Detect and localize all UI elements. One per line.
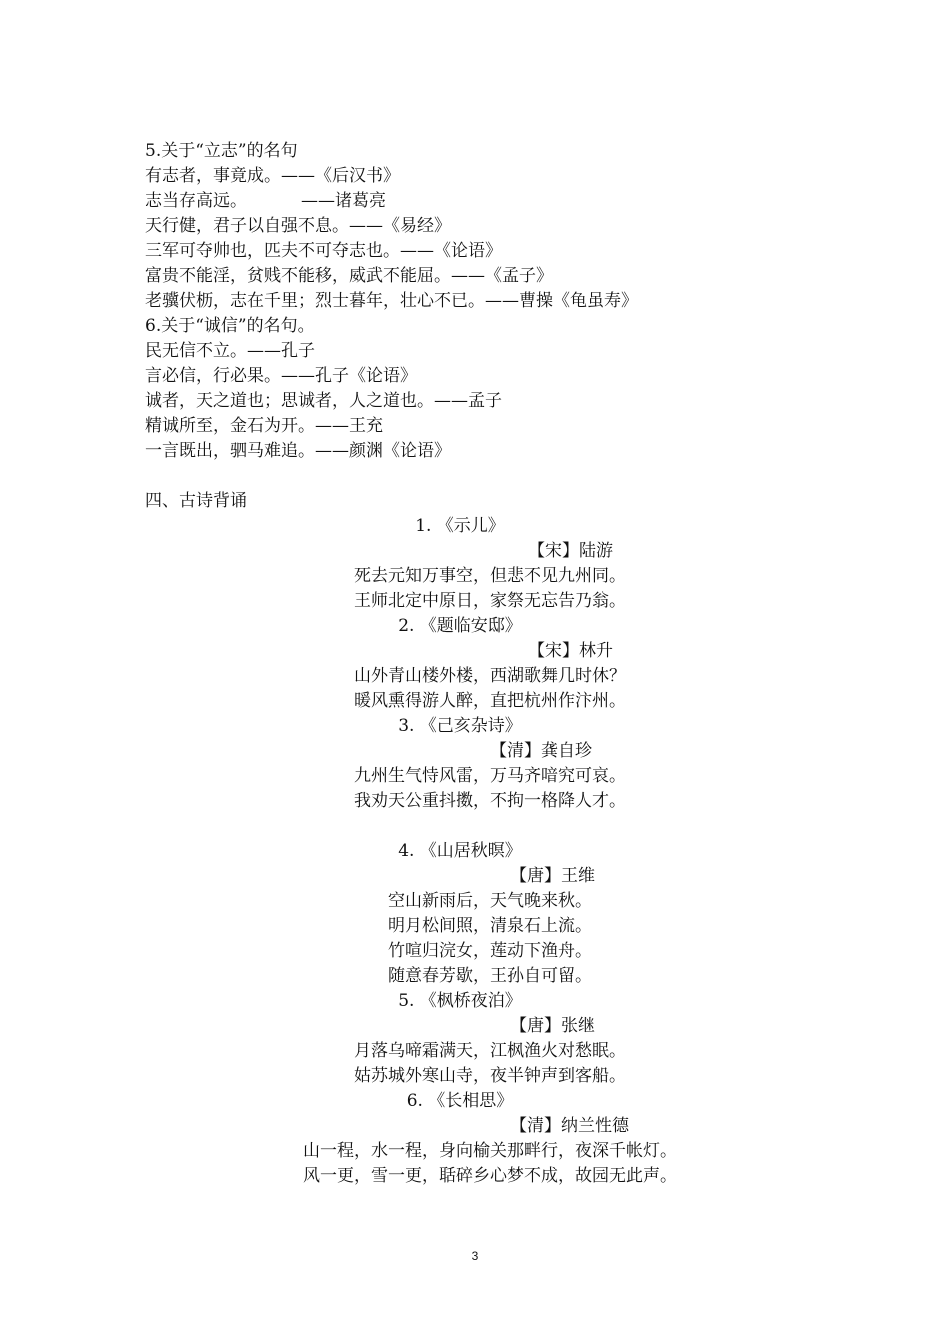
poem-line: 九州生气恃风雷，万马齐喑究可哀。 [354, 766, 626, 786]
poem-title: 6. 《长相思》 [406, 1091, 514, 1111]
poem-author: 【宋】陆游 [528, 541, 613, 561]
poem-line: 风一更，雪一更，聒碎乡心梦不成，故园无此声。 [303, 1166, 677, 1186]
quote-line: 一言既出，驷马难追。——颜渊《论语》 [145, 441, 451, 461]
poem-line: 山一程，水一程，身向榆关那畔行，夜深千帐灯。 [303, 1141, 677, 1161]
quote-line: 富贵不能淫，贫贱不能移，威武不能屈。——《孟子》 [145, 266, 553, 286]
poem-title: 5. 《枫桥夜泊》 [398, 991, 522, 1011]
poem-author: 【清】龚自珍 [490, 741, 592, 761]
poem-author: 【唐】王维 [510, 866, 595, 886]
quote-line: 民无信不立。——孔子 [145, 341, 315, 361]
poem-author: 【宋】林升 [528, 641, 613, 661]
poem-line: 月落乌啼霜满天，江枫渔火对愁眠。 [354, 1041, 626, 1061]
quote-line: 三军可夺帅也，匹夫不可夺志也。——《论语》 [145, 241, 502, 261]
poem-line: 死去元知万事空，但悲不见九州同。 [354, 566, 626, 586]
poem-title: 2. 《题临安邸》 [398, 616, 522, 636]
part-title: 四、古诗背诵 [145, 491, 247, 511]
section-heading-lizhi: 5.关于“立志”的名句 [145, 141, 298, 161]
poem-title: 3. 《己亥杂诗》 [398, 716, 522, 736]
quote-line: 老骥伏枥，志在千里；烈士暮年，壮心不已。——曹操《龟虽寿》 [145, 291, 638, 311]
quote-line: 诚者，天之道也；思诚者，人之道也。——孟子 [145, 391, 502, 411]
quote-line: 有志者，事竟成。——《后汉书》 [145, 166, 400, 186]
poem-title: 4. 《山居秋暝》 [398, 841, 522, 861]
quote-line: 精诚所至，金石为开。——王充 [145, 416, 383, 436]
poem-author: 【清】纳兰性德 [510, 1116, 629, 1136]
poem-author: 【唐】张继 [510, 1016, 595, 1036]
page-number: 3 [471, 1249, 479, 1263]
poem-line: 山外青山楼外楼，西湖歌舞几时休？ [354, 666, 626, 686]
poem-line: 姑苏城外寒山寺，夜半钟声到客船。 [354, 1066, 626, 1086]
poem-title: 1. 《示儿》 [415, 516, 505, 536]
poem-line: 我劝天公重抖擞，不拘一格降人才。 [354, 791, 626, 811]
quote-line: 志当存高远。 ——诸葛亮 [145, 191, 387, 211]
poem-line: 王师北定中原日，家祭无忘告乃翁。 [354, 591, 626, 611]
poem-line: 明月松间照，清泉石上流。 [388, 916, 592, 936]
section-heading-chengxin: 6.关于“诚信”的名句。 [145, 316, 315, 336]
poem-line: 竹喧归浣女，莲动下渔舟。 [388, 941, 592, 961]
poem-line: 空山新雨后，天气晚来秋。 [388, 891, 592, 911]
quote-line: 言必信，行必果。——孔子《论语》 [145, 366, 417, 386]
poem-line: 随意春芳歇，王孙自可留。 [388, 966, 592, 986]
poem-line: 暖风熏得游人醉，直把杭州作汴州。 [354, 691, 626, 711]
quote-line: 天行健，君子以自强不息。——《易经》 [145, 216, 451, 236]
